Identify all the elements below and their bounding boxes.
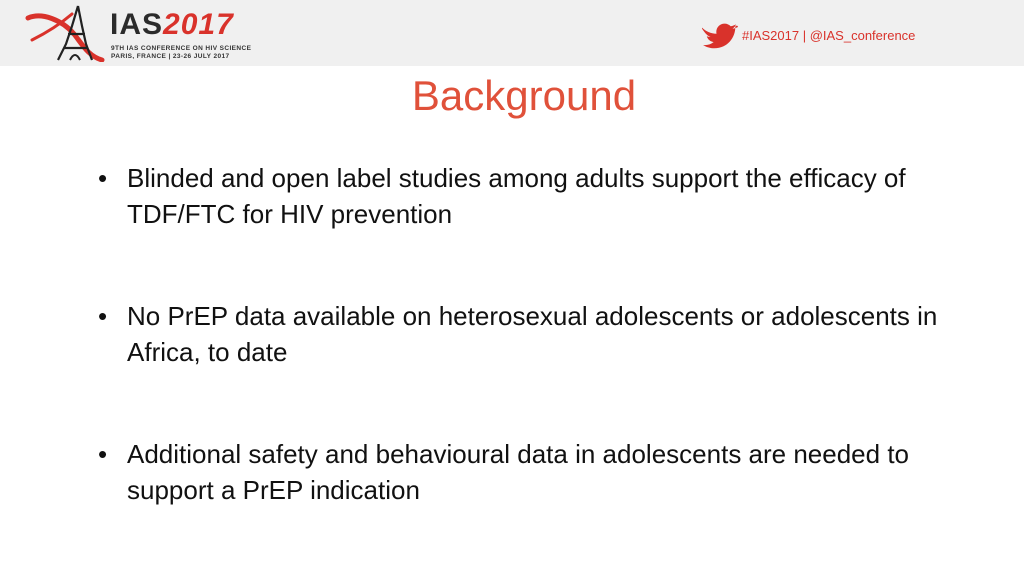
ias-2017-logo <box>22 4 252 62</box>
bullet-dot-icon: • <box>98 301 108 331</box>
header-band <box>0 0 1024 66</box>
bullet-item <box>98 160 958 232</box>
logo-wordmark <box>110 10 234 40</box>
bullet-text: Additional safety and behavioural data in adolescents are needed to support a PrEP indication <box>127 439 910 505</box>
bullet-item <box>98 436 958 508</box>
conference-hashtag: #IAS2017 | @IAS_conference <box>742 28 916 43</box>
bullet-dot-icon: • <box>98 163 108 193</box>
bullet-text: No PrEP data available on heterosexual adolescents or adolescents in Africa, to date <box>127 301 938 367</box>
logo-wordmark-year: 2017 <box>163 8 234 41</box>
eiffel-tower-ribbon-icon <box>22 4 108 62</box>
bullet-dot-icon: • <box>98 439 108 469</box>
logo-subline-conference: 9TH IAS CONFERENCE ON HIV SCIENCE <box>111 45 252 52</box>
bullet-text: Blinded and open label studies among adults support the efficacy of TDF/FTC for HIV prevention <box>127 163 906 229</box>
bullet-item <box>98 298 958 370</box>
slide-title: Background <box>411 72 637 119</box>
bullet-list <box>98 160 958 574</box>
logo-subline-location: PARIS, FRANCE | 23-26 JULY 2017 <box>111 53 230 60</box>
logo-wordmark-ias: IAS <box>110 8 164 41</box>
twitter-bird-icon <box>702 22 738 50</box>
